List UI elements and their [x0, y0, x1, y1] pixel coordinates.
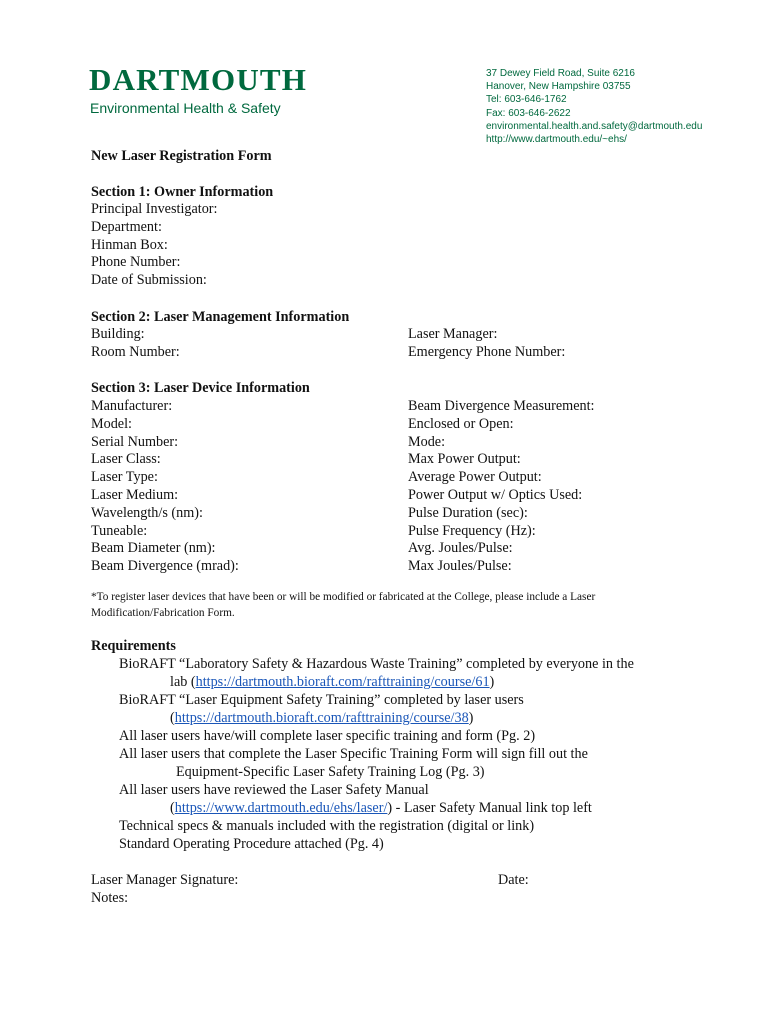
field-average-power-output: Average Power Output: [408, 469, 542, 486]
section3-heading: Section 3: Laser Device Information [91, 380, 310, 396]
contact-fax: Fax: 603-646-2622 [486, 107, 571, 119]
section2-left [91, 326, 180, 362]
signature-label: Laser Manager Signature: [91, 872, 239, 888]
contact-website[interactable]: http://www.dartmouth.edu/~ehs/ [486, 134, 627, 146]
contact-tel: Tel: 603-646-1762 [486, 94, 567, 106]
contact-city: Hanover, New Hampshire 03755 [486, 81, 631, 93]
field-laser-class: Laser Class: [91, 451, 161, 468]
field-department: Department: [91, 218, 162, 235]
requirement-5: All laser users have reviewed the Laser Safety Manual [119, 782, 429, 798]
contact-block [486, 67, 702, 146]
requirement-4: All laser users that complete the Laser Specific Training Form will sign fill out the [119, 746, 588, 762]
field-laser-medium: Laser Medium: [91, 486, 179, 503]
footnote-line-2: Modification/Fabrication Form. [91, 607, 235, 619]
field-date-of-submission: Date of Submission: [91, 272, 207, 289]
field-hinman-box: Hinman Box: [91, 236, 168, 253]
section1-heading: Section 1: Owner Information [91, 184, 274, 200]
field-model: Model: [91, 415, 132, 432]
field-phone-number: Phone Number: [91, 254, 181, 271]
field-enclosed-or-open: Enclosed or Open: [408, 415, 514, 432]
form-title: New Laser Registration Form [91, 148, 272, 164]
requirement-2: BioRAFT “Laser Equipment Safety Training” completed by laser users [119, 692, 524, 708]
footnote [91, 589, 595, 621]
requirement-1-link-line: lab (https://dartmouth.bioraft.com/rafttraining/course/61) [170, 674, 495, 690]
field-building: Building: [91, 326, 145, 342]
requirement-2-link-line: (https://dartmouth.bioraft.com/rafttraining/course/38) [170, 710, 474, 726]
field-laser-type: Laser Type: [91, 469, 158, 486]
field-pulse-duration: Pulse Duration (sec): [408, 504, 528, 521]
requirement-5-link-line: (https://www.dartmouth.edu/ehs/laser/) - Laser Safety Manual link top left [170, 800, 592, 816]
field-max-power-output: Max Power Output: [408, 451, 521, 468]
contact-address: 37 Dewey Field Road, Suite 6216 [486, 68, 635, 79]
field-beam-divergence: Beam Divergence (mrad): [91, 558, 239, 575]
requirement-3: All laser users have/will complete laser specific training and form (Pg. 2) [119, 728, 536, 744]
requirements-heading: Requirements [91, 638, 176, 654]
requirement-7: Standard Operating Procedure attached (Pg. 4) [119, 836, 384, 852]
field-serial-number: Serial Number: [91, 433, 179, 450]
notes-label: Notes: [91, 890, 129, 906]
field-pulse-frequency: Pulse Frequency (Hz): [408, 522, 536, 539]
field-wavelength: Wavelength/s (nm): [91, 504, 203, 521]
field-power-output-optics: Power Output w/ Optics Used: [408, 486, 583, 503]
section3-right [408, 398, 594, 576]
section2-heading: Section 2: Laser Management Information [91, 309, 350, 325]
field-tuneable: Tuneable: [91, 522, 148, 539]
field-beam-diameter: Beam Diameter (nm): [91, 540, 216, 557]
field-room-number: Room Number: [91, 343, 180, 360]
field-emergency-phone: Emergency Phone Number: [408, 343, 566, 360]
bioraft-course-61-link[interactable]: https://dartmouth.bioraft.com/rafttraining/course/61 [195, 674, 490, 690]
field-avg-joules-pulse: Avg. Joules/Pulse: [408, 540, 513, 557]
contact-email[interactable]: environmental.health.and.safety@dartmouth.edu [486, 120, 703, 132]
section2-right [408, 326, 565, 362]
department-name: Environmental Health & Safety [90, 100, 281, 116]
requirement-4-line-2: Equipment-Specific Laser Safety Training Log (Pg. 3) [176, 764, 485, 780]
field-manufacturer: Manufacturer: [91, 398, 173, 414]
footnote-line-1: *To register laser devices that have been or will be modified or fabricated at the College, please include a Laser [91, 591, 596, 603]
field-beam-divergence-measurement: Beam Divergence Measurement: [408, 398, 595, 414]
field-mode: Mode: [408, 433, 446, 450]
requirement-1: BioRAFT “Laboratory Safety & Hazardous Waste Training” completed by everyone in the [119, 656, 634, 672]
dartmouth-logo: DARTMOUTH [89, 62, 308, 97]
bioraft-course-38-link[interactable]: https://dartmouth.bioraft.com/rafttraining/course/38 [174, 710, 469, 726]
field-laser-manager: Laser Manager: [408, 326, 498, 342]
field-max-joules-pulse: Max Joules/Pulse: [408, 558, 512, 575]
date-label: Date: [498, 872, 529, 888]
laser-safety-manual-link[interactable]: https://www.dartmouth.edu/ehs/laser/ [174, 800, 388, 816]
section3-left [91, 398, 239, 576]
field-principal-investigator: Principal Investigator: [91, 201, 218, 217]
section1-fields [91, 201, 217, 290]
requirement-6: Technical specs & manuals included with the registration (digital or link) [119, 818, 535, 834]
